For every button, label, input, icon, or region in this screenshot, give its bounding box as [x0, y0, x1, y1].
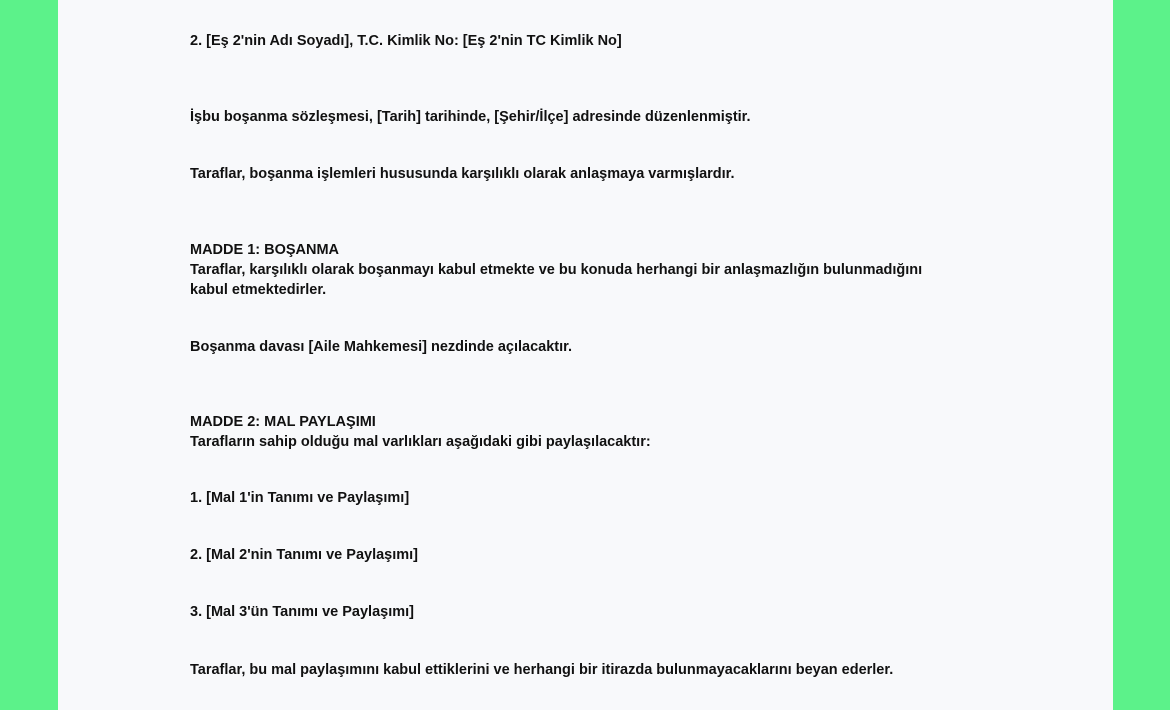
article-2-body-line: Tarafların sahip olduğu mal varlıkları aşağıdaki gibi paylaşılacaktır: — [190, 434, 651, 450]
spouse-2-line: 2. [Eş 2'nin Adı Soyadı], T.C. Kimlik No: [Eş 2'nin TC Kimlik No] — [190, 33, 622, 49]
article-1-title: MADDE 1: BOŞANMA — [190, 242, 340, 258]
document-page — [58, 0, 1113, 710]
article-1-body-line-2: kabul etmektedirler. — [190, 282, 327, 298]
article-2-closing-line: Taraflar, bu mal paylaşımını kabul ettiklerini ve herhangi bir itirazda bulunmayacaklarını beyan ederler. — [190, 662, 894, 678]
article-2-title: MADDE 2: MAL PAYLAŞIMI — [190, 414, 376, 430]
asset-item-1: 1. [Mal 1'in Tanımı ve Paylaşımı] — [190, 490, 410, 506]
asset-item-3: 3. [Mal 3'ün Tanımı ve Paylaşımı] — [190, 604, 414, 620]
article-1-court-line: Boşanma davası [Aile Mahkemesi] nezdinde açılacaktır. — [190, 339, 572, 355]
article-1-body-line-1: Taraflar, karşılıklı olarak boşanmayı kabul etmekte ve bu konuda herhangi bir anlaşmazlığın bulunmadığını — [190, 262, 923, 278]
asset-item-2: 2. [Mal 2'nin Tanımı ve Paylaşımı] — [190, 547, 419, 563]
intro-line: İşbu boşanma sözleşmesi, [Tarih] tarihinde, [Şehir/İlçe] adresinde düzenlenmiştir. — [190, 109, 751, 125]
agreement-line: Taraflar, boşanma işlemleri hususunda karşılıklı olarak anlaşmaya varmışlardır. — [190, 166, 735, 182]
